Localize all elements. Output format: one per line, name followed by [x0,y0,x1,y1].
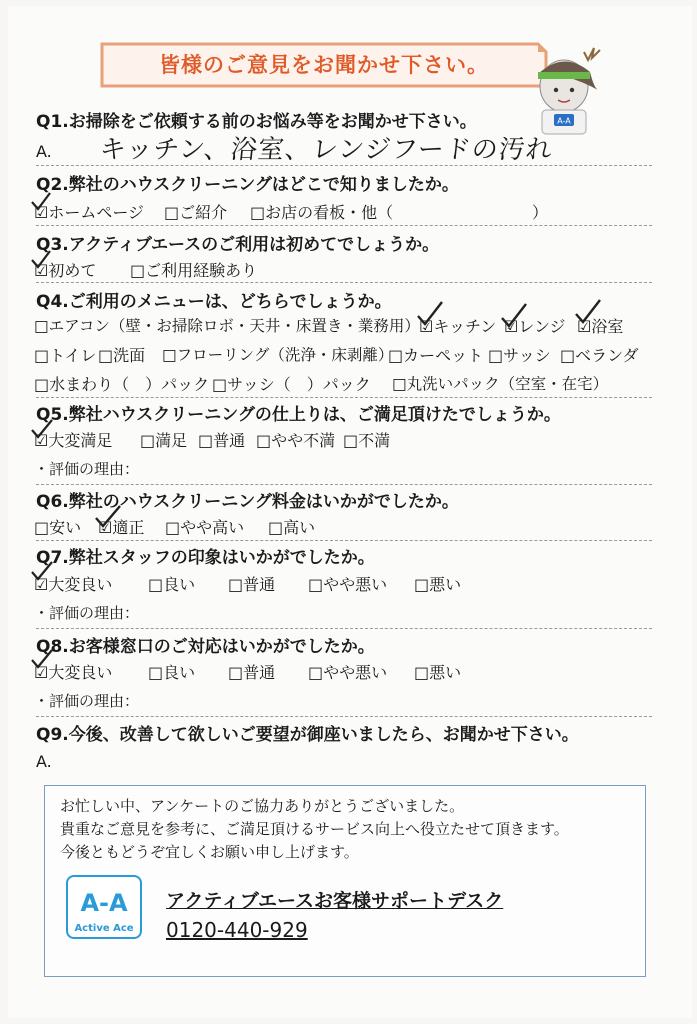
checkmark-icon [28,248,54,274]
checkmark-icon [28,648,56,674]
q1-question: Q1.お掃除をご依頼する前のお悩み等をお聞かせ下さい。 [36,112,477,132]
active-ace-logo [66,875,142,939]
divider [36,484,652,485]
divider [36,540,652,541]
logo-mark-icon [68,881,140,921]
q5-option-very-satisfied[interactable]: ☑大変満足 [34,431,113,450]
q5-option-average[interactable]: □普通 [198,431,246,450]
thanks-line-1: お忙しい中、アンケートのご協力ありがとうございました。 [60,797,465,815]
q8-option-slightly-bad[interactable]: □やや悪い [308,663,388,682]
q8-reason-label: ・評価の理由： [34,692,140,710]
q2-question: Q2.弊社のハウスクリーニングはどこで知りましたか。 [36,175,459,195]
checkmark-icon [414,300,446,330]
checkmark-icon [28,190,54,216]
q4-option-flooring[interactable]: □フローリング（洗浄・床剥離） [162,346,394,364]
divider [36,628,652,629]
checkmark-icon [28,418,56,444]
q7-option-very-good[interactable]: ☑大変良い [34,575,113,594]
logo-text: Active Ace [74,923,134,934]
q7-option-average[interactable]: □普通 [228,575,276,594]
q8-option-bad[interactable]: □悪い [414,663,462,682]
q6-option-cheap[interactable]: □安い [34,518,82,537]
page-title: 皆様のご意見をお聞かせ下さい。 [159,53,489,77]
checkmark-icon [498,302,530,332]
q5-option-unsatisfied[interactable]: □不満 [343,431,391,450]
q7-reason-label: ・評価の理由： [34,604,140,622]
q9-question: Q9.今後、改善して欲しいご要望が御座いましたら、お聞かせ下さい。 [36,725,579,745]
q4-option-aircon[interactable]: □エアコン（壁・お掃除ロボ・天井・床置き・業務用） [34,317,420,335]
q6-option-appropriate[interactable]: ☑適正 [98,518,145,537]
q4-option-bathroom[interactable]: ☑浴室 [577,317,624,336]
q3-option-first-time[interactable]: ☑初めて [34,261,97,280]
thanks-line-3: 今後ともどうぞ宜しくお願い申し上げます。 [60,843,359,861]
q5-reason-label: ・評価の理由： [34,460,140,478]
q4-question: Q4.ご利用のメニューは、どちらでしょうか。 [36,292,392,312]
q4-option-full-wash-pack[interactable]: □丸洗いパック（空室・在宅） [392,375,609,393]
q8-option-average[interactable]: □普通 [228,663,276,682]
q7-option-good[interactable]: □良い [148,575,196,594]
q8-question: Q8.お客様窓口のご対応はいかがでしたか。 [36,637,375,657]
divider [36,397,652,398]
q6-option-slightly-expensive[interactable]: □やや高い [165,518,245,537]
q4-option-sash[interactable]: □サッシ [488,346,551,365]
mascot-badge: A-A [557,116,571,126]
q7-option-slightly-bad[interactable]: □やや悪い [308,575,388,594]
q4-option-veranda[interactable]: □ベランダ [560,346,639,365]
logo-mark: A-A [80,889,128,917]
divider [36,225,652,226]
q4-option-water-pack[interactable]: □水まわり（ ）パック [34,375,210,394]
q3-option-used-before[interactable]: □ご利用経験あり [130,261,258,280]
checkmark-icon [92,504,124,532]
q2-option-close-paren: ） [532,203,549,222]
thanks-line-2: 貴重なご意見を参考に、ご満足頂けるサービス向上へ役立たせて頂きます。 [60,820,569,838]
q7-question: Q7.弊社スタッフの印象はいかがでしたか。 [36,548,375,568]
title-banner [98,40,550,90]
q5-question: Q5.弊社ハウスクリーニングの仕上りは、ご満足頂けたでしょうか。 [36,405,561,425]
q7-option-bad[interactable]: □悪い [414,575,462,594]
q6-option-expensive[interactable]: □高い [268,518,316,537]
q8-option-good[interactable]: □良い [148,663,196,682]
q2-option-referral[interactable]: □ご紹介 [164,203,228,222]
q6-question: Q6.弊社のハウスクリーニング料金はいかがでしたか。 [36,492,459,512]
support-desk-name: アクティブエースお客様サポートデスク [166,890,504,912]
q2-option-homepage[interactable]: ☑ホームページ [34,203,145,222]
q9-answer-prefix: A. [36,752,52,771]
divider [36,165,652,166]
q3-question: Q3.アクティブエースのご利用は初めてでしょうか。 [36,235,440,255]
q1-answer-prefix: A. [36,142,52,161]
q4-option-carpet[interactable]: □カーペット [388,346,484,365]
q4-option-kitchen[interactable]: ☑キッチン [419,317,497,336]
q2-option-signboard[interactable]: □お店の看板・他（ [250,203,394,222]
q4-option-range[interactable]: ☑レンジ [504,317,566,336]
q5-option-satisfied[interactable]: □満足 [140,431,188,450]
q5-option-slightly-unsatisfied[interactable]: □やや不満 [256,431,336,450]
q4-option-washroom[interactable]: □洗面 [98,346,146,365]
divider [36,716,652,717]
q4-option-toilet[interactable]: □トイレ [34,346,97,365]
q1-handwritten-answer: キッチン、浴室、レンジフードの汚れ [98,135,555,165]
checkmark-icon [572,298,604,328]
mascot-illustration [528,46,606,138]
checkmark-icon [28,560,56,586]
support-phone[interactable]: 0120-440-929 [166,918,308,942]
q8-option-very-good[interactable]: ☑大変良い [34,663,113,682]
q4-option-sash-pack[interactable]: □サッシ（ ）パック [212,375,371,394]
divider [36,282,652,283]
